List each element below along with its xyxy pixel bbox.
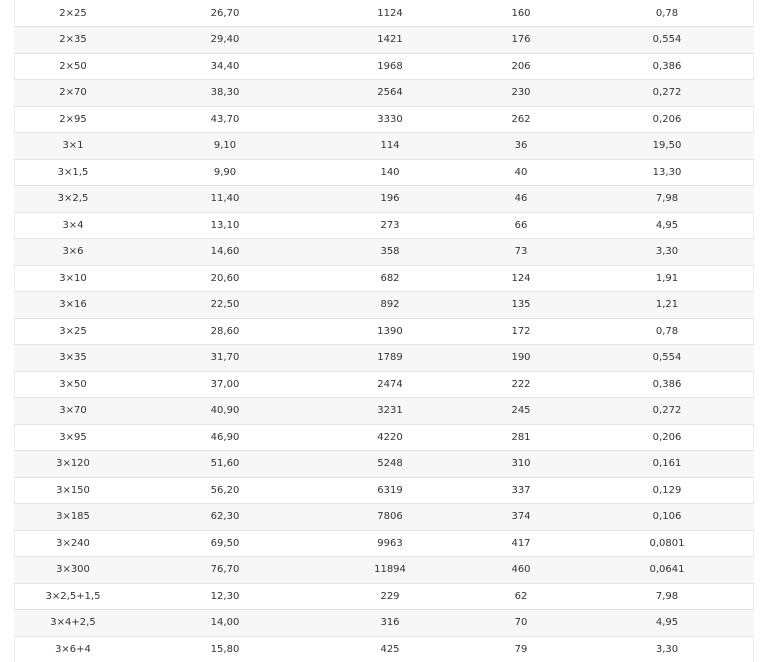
table-row [14, 53, 754, 80]
weight-cell: 7806 [377, 511, 403, 523]
cross-section-cell: 2×50 [59, 60, 87, 72]
weight-cell: 2474 [377, 378, 403, 390]
weight-cell: 425 [380, 643, 400, 655]
outer-diameter-cell: 38,30 [210, 87, 240, 99]
table-row [14, 80, 754, 107]
resistance-cell: 1,21 [655, 299, 679, 311]
weight-cell: 892 [380, 299, 400, 311]
cross-section-cell: 2×95 [59, 113, 87, 125]
cross-section-cell: 3×35 [59, 352, 87, 364]
outer-diameter-cell: 46,90 [210, 431, 240, 443]
outer-diameter-cell: 20,60 [210, 272, 240, 284]
weight-cell: 11894 [374, 564, 406, 576]
table-row [14, 583, 754, 610]
outer-diameter-cell: 14,00 [210, 617, 240, 629]
cross-section-cell: 3×2,5 [57, 193, 89, 205]
outer-diameter-cell: 31,70 [210, 352, 240, 364]
weight-cell: 5248 [377, 458, 403, 470]
table-row [14, 239, 754, 266]
weight-cell: 1421 [377, 34, 403, 46]
table-row [14, 186, 754, 213]
cross-section-cell: 3×10 [59, 272, 87, 284]
cross-section-cell: 3×120 [56, 458, 90, 470]
table-row [14, 345, 754, 372]
outer-diameter-cell: 9,90 [213, 166, 237, 178]
weight-cell: 316 [380, 617, 400, 629]
table-row [14, 292, 754, 319]
copper-weight-cell: 135 [511, 299, 531, 311]
table-row [14, 212, 754, 239]
weight-cell: 6319 [377, 484, 403, 496]
table-container [14, 0, 754, 662]
resistance-cell: 0,0641 [649, 564, 685, 576]
table-row [14, 159, 754, 186]
cross-section-cell: 3×1 [62, 140, 84, 152]
cross-section-cell: 3×50 [59, 378, 87, 390]
cross-section-cell: 3×2,5+1,5 [45, 590, 101, 602]
outer-diameter-cell: 34,40 [210, 60, 240, 72]
copper-weight-cell: 245 [511, 405, 531, 417]
outer-diameter-cell: 76,70 [210, 564, 240, 576]
resistance-cell: 19,50 [652, 140, 682, 152]
cross-section-cell: 3×6 [62, 246, 84, 258]
cross-section-cell: 3×150 [56, 484, 90, 496]
resistance-cell: 3,30 [655, 246, 679, 258]
cross-section-cell: 3×4+2,5 [50, 617, 96, 629]
outer-diameter-cell: 22,50 [210, 299, 240, 311]
copper-weight-cell: 79 [514, 643, 528, 655]
copper-weight-cell: 73 [514, 246, 528, 258]
copper-weight-cell: 66 [514, 219, 528, 231]
weight-cell: 3330 [377, 113, 403, 125]
cross-section-cell: 3×300 [56, 564, 90, 576]
cross-section-cell: 2×25 [59, 7, 87, 19]
resistance-cell: 0,554 [652, 34, 682, 46]
copper-weight-cell: 36 [514, 140, 528, 152]
cross-section-cell: 2×35 [59, 34, 87, 46]
resistance-cell: 0,161 [652, 458, 682, 470]
copper-weight-cell: 160 [511, 7, 531, 19]
resistance-cell: 0,78 [655, 325, 679, 337]
table-row [14, 398, 754, 425]
copper-weight-cell: 230 [511, 87, 531, 99]
outer-diameter-cell: 56,20 [210, 484, 240, 496]
table-row [14, 530, 754, 557]
cable-spec-table [14, 0, 754, 662]
outer-diameter-cell: 13,10 [210, 219, 240, 231]
outer-diameter-cell: 43,70 [210, 113, 240, 125]
outer-diameter-cell: 37,00 [210, 378, 240, 390]
table-row [14, 371, 754, 398]
table-body [14, 0, 754, 662]
weight-cell: 196 [380, 193, 400, 205]
copper-weight-cell: 374 [511, 511, 531, 523]
copper-weight-cell: 460 [511, 564, 531, 576]
copper-weight-cell: 62 [514, 590, 528, 602]
resistance-cell: 0,78 [655, 7, 679, 19]
copper-weight-cell: 176 [511, 34, 531, 46]
weight-cell: 358 [380, 246, 400, 258]
table-row [14, 504, 754, 531]
copper-weight-cell: 262 [511, 113, 531, 125]
table-row [14, 424, 754, 451]
copper-weight-cell: 222 [511, 378, 531, 390]
resistance-cell: 4,95 [655, 617, 679, 629]
cross-section-cell: 3×240 [56, 537, 90, 549]
copper-weight-cell: 46 [514, 193, 528, 205]
outer-diameter-cell: 69,50 [210, 537, 240, 549]
outer-diameter-cell: 51,60 [210, 458, 240, 470]
table-row [14, 318, 754, 345]
copper-weight-cell: 70 [514, 617, 528, 629]
table-row [14, 0, 754, 27]
weight-cell: 1124 [377, 7, 403, 19]
outer-diameter-cell: 15,80 [210, 643, 240, 655]
resistance-cell: 0,106 [652, 511, 682, 523]
resistance-cell: 0,129 [652, 484, 682, 496]
weight-cell: 9963 [377, 537, 403, 549]
weight-cell: 114 [380, 140, 400, 152]
resistance-cell: 0,0801 [649, 537, 685, 549]
resistance-cell: 13,30 [652, 166, 682, 178]
copper-weight-cell: 417 [511, 537, 531, 549]
cross-section-cell: 3×25 [59, 325, 87, 337]
resistance-cell: 3,30 [655, 643, 679, 655]
cross-section-cell: 3×95 [59, 431, 87, 443]
cross-section-cell: 3×6+4 [55, 643, 91, 655]
resistance-cell: 7,98 [655, 590, 679, 602]
outer-diameter-cell: 26,70 [210, 7, 240, 19]
cross-section-cell: 3×70 [59, 405, 87, 417]
copper-weight-cell: 337 [511, 484, 531, 496]
weight-cell: 1968 [377, 60, 403, 72]
weight-cell: 2564 [377, 87, 403, 99]
weight-cell: 4220 [377, 431, 403, 443]
table-row [14, 451, 754, 478]
table-row [14, 265, 754, 292]
table-row [14, 557, 754, 584]
copper-weight-cell: 172 [511, 325, 531, 337]
cross-section-cell: 3×185 [56, 511, 90, 523]
outer-diameter-cell: 29,40 [210, 34, 240, 46]
resistance-cell: 7,98 [655, 193, 679, 205]
copper-weight-cell: 190 [511, 352, 531, 364]
outer-diameter-cell: 14,60 [210, 246, 240, 258]
outer-diameter-cell: 12,30 [210, 590, 240, 602]
weight-cell: 140 [380, 166, 400, 178]
resistance-cell: 1,91 [655, 272, 679, 284]
resistance-cell: 0,206 [652, 113, 682, 125]
outer-diameter-cell: 62,30 [210, 511, 240, 523]
copper-weight-cell: 206 [511, 60, 531, 72]
weight-cell: 3231 [377, 405, 403, 417]
weight-cell: 273 [380, 219, 400, 231]
table-row [14, 106, 754, 133]
resistance-cell: 0,386 [652, 378, 682, 390]
weight-cell: 1789 [377, 352, 403, 364]
outer-diameter-cell: 28,60 [210, 325, 240, 337]
table-row [14, 636, 754, 662]
weight-cell: 229 [380, 590, 400, 602]
copper-weight-cell: 281 [511, 431, 531, 443]
table-row [14, 27, 754, 54]
outer-diameter-cell: 9,10 [213, 140, 237, 152]
weight-cell: 1390 [377, 325, 403, 337]
cross-section-cell: 3×1,5 [57, 166, 89, 178]
table-row [14, 477, 754, 504]
copper-weight-cell: 124 [511, 272, 531, 284]
cross-section-cell: 3×16 [59, 299, 87, 311]
weight-cell: 682 [380, 272, 400, 284]
cross-section-cell: 2×70 [59, 87, 87, 99]
outer-diameter-cell: 40,90 [210, 405, 240, 417]
resistance-cell: 0,272 [652, 87, 682, 99]
resistance-cell: 0,386 [652, 60, 682, 72]
resistance-cell: 0,272 [652, 405, 682, 417]
table-row [14, 610, 754, 637]
resistance-cell: 4,95 [655, 219, 679, 231]
cross-section-cell: 3×4 [62, 219, 84, 231]
outer-diameter-cell: 11,40 [210, 193, 240, 205]
resistance-cell: 0,206 [652, 431, 682, 443]
copper-weight-cell: 40 [514, 166, 528, 178]
table-row [14, 133, 754, 160]
resistance-cell: 0,554 [652, 352, 682, 364]
copper-weight-cell: 310 [511, 458, 531, 470]
